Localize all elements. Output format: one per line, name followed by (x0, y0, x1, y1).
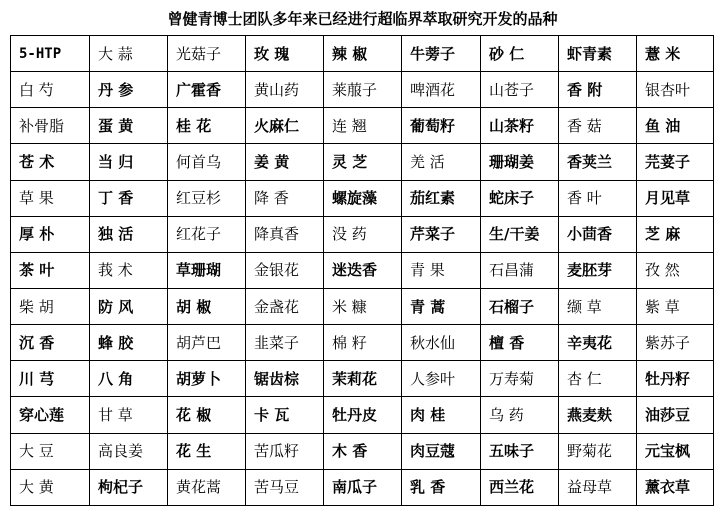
table-cell: 香荚兰 (559, 144, 637, 180)
table-cell: 芫荽子 (637, 144, 714, 180)
table-cell: 油莎豆 (637, 397, 714, 433)
table-cell: 乳 香 (402, 469, 481, 505)
table-cell: 灵 芝 (324, 144, 402, 180)
table-cell: 当 归 (90, 144, 168, 180)
table-cell: 黄花蒿 (168, 469, 246, 505)
table-cell: 桂 花 (168, 108, 246, 144)
table-cell: 锯齿棕 (246, 361, 324, 397)
table-cell: 山苍子 (481, 72, 559, 108)
table-cell: 胡芦巴 (168, 325, 246, 361)
table-cell: 姜 黄 (246, 144, 324, 180)
table-cell: 金银花 (246, 252, 324, 288)
table-cell: 光菇子 (168, 36, 246, 72)
table-cell: 枸杞子 (90, 469, 168, 505)
table-cell: 螺旋藻 (324, 180, 402, 216)
table-cell: 蛋 黄 (90, 108, 168, 144)
table-cell: 蜂 胶 (90, 325, 168, 361)
table-cell: 茉莉花 (324, 361, 402, 397)
table-cell: 生/干姜 (481, 216, 559, 252)
herb-table-body (11, 36, 714, 506)
table-cell: 厚 朴 (11, 216, 90, 252)
table-cell: 卡 瓦 (246, 397, 324, 433)
table-cell: 茶 叶 (11, 252, 90, 288)
table-cell: 火麻仁 (246, 108, 324, 144)
table-cell: 牛蒡子 (402, 36, 481, 72)
table-cell: 红花子 (168, 216, 246, 252)
table-cell: 玫 瑰 (246, 36, 324, 72)
table-cell: 石榴子 (481, 288, 559, 324)
table-cell: 山茶籽 (481, 108, 559, 144)
table-cell: 南瓜子 (324, 469, 402, 505)
table-cell: 丁 香 (90, 180, 168, 216)
table-cell: 花 椒 (168, 397, 246, 433)
table-cell: 香 叶 (559, 180, 637, 216)
table-row (11, 36, 714, 72)
table-cell: 红豆杉 (168, 180, 246, 216)
table-cell: 薰衣草 (637, 469, 714, 505)
table-cell: 草珊瑚 (168, 252, 246, 288)
table-cell: 羌 活 (402, 144, 481, 180)
table-cell: 珊瑚姜 (481, 144, 559, 180)
table-cell: 何首乌 (168, 144, 246, 180)
table-cell: 降真香 (246, 216, 324, 252)
table-cell: 胡萝卜 (168, 361, 246, 397)
table-row (11, 361, 714, 397)
table-cell: 银杏叶 (637, 72, 714, 108)
table-cell: 麦胚芽 (559, 252, 637, 288)
table-cell: 高良姜 (90, 433, 168, 469)
table-cell: 缬 草 (559, 288, 637, 324)
table-cell: 人参叶 (402, 361, 481, 397)
table-cell: 芹菜子 (402, 216, 481, 252)
table-cell: 元宝枫 (637, 433, 714, 469)
table-cell: 白 芍 (11, 72, 90, 108)
table-cell: 五味子 (481, 433, 559, 469)
table-cell: 肉豆蔻 (402, 433, 481, 469)
table-cell: 紫苏子 (637, 325, 714, 361)
table-cell: 孜 然 (637, 252, 714, 288)
table-cell: 青 果 (402, 252, 481, 288)
table-cell: 牡丹籽 (637, 361, 714, 397)
table-cell: 秋水仙 (402, 325, 481, 361)
table-cell: 川 芎 (11, 361, 90, 397)
table-row (11, 144, 714, 180)
table-cell: 辣 椒 (324, 36, 402, 72)
table-cell: 砂 仁 (481, 36, 559, 72)
herb-variety-table (10, 35, 714, 506)
table-cell: 益母草 (559, 469, 637, 505)
table-cell: 苍 术 (11, 144, 90, 180)
table-cell: 辛夷花 (559, 325, 637, 361)
table-cell: 胡 椒 (168, 288, 246, 324)
table-cell: 连 翘 (324, 108, 402, 144)
table-row (11, 288, 714, 324)
table-cell: 韭菜子 (246, 325, 324, 361)
table-cell: 花 生 (168, 433, 246, 469)
table-cell: 葡萄籽 (402, 108, 481, 144)
table-cell: 补骨脂 (11, 108, 90, 144)
table-row (11, 397, 714, 433)
table-row (11, 252, 714, 288)
table-cell: 八 角 (90, 361, 168, 397)
table-cell: 莱菔子 (324, 72, 402, 108)
table-cell: 降 香 (246, 180, 324, 216)
table-cell: 燕麦麸 (559, 397, 637, 433)
table-cell: 草 果 (11, 180, 90, 216)
table-cell: 芝 麻 (637, 216, 714, 252)
table-cell: 虾青素 (559, 36, 637, 72)
table-cell: 米 糠 (324, 288, 402, 324)
table-cell: 金盏花 (246, 288, 324, 324)
table-cell: 棉 籽 (324, 325, 402, 361)
table-cell: 防 风 (90, 288, 168, 324)
table-cell: 乌 药 (481, 397, 559, 433)
table-row (11, 108, 714, 144)
table-cell: 青 蒿 (402, 288, 481, 324)
table-cell: 檀 香 (481, 325, 559, 361)
table-row (11, 433, 714, 469)
table-row (11, 180, 714, 216)
table-cell: 鱼 油 (637, 108, 714, 144)
table-row (11, 469, 714, 505)
table-cell: 沉 香 (11, 325, 90, 361)
page-title: 曾健青博士团队多年来已经进行超临界萃取研究开发的品种 (167, 10, 558, 28)
table-row (11, 72, 714, 108)
table-cell: 大 黄 (11, 469, 90, 505)
table-cell: 野菊花 (559, 433, 637, 469)
table-cell: 牡丹皮 (324, 397, 402, 433)
table-row (11, 325, 714, 361)
table-cell: 丹 参 (90, 72, 168, 108)
table-cell: 大 蒜 (90, 36, 168, 72)
table-cell: 穿心莲 (11, 397, 90, 433)
table-cell: 没 药 (324, 216, 402, 252)
table-cell: 肉 桂 (402, 397, 481, 433)
table-cell: 甘 草 (90, 397, 168, 433)
table-cell: 啤酒花 (402, 72, 481, 108)
table-cell: 万寿菊 (481, 361, 559, 397)
table-cell: 独 活 (90, 216, 168, 252)
table-cell: 广霍香 (168, 72, 246, 108)
table-cell: 黄山药 (246, 72, 324, 108)
table-cell: 紫 草 (637, 288, 714, 324)
table-cell: 香 附 (559, 72, 637, 108)
table-cell: 蛇床子 (481, 180, 559, 216)
table-cell: 迷迭香 (324, 252, 402, 288)
table-cell: 木 香 (324, 433, 402, 469)
table-cell: 苦马豆 (246, 469, 324, 505)
table-cell: 西兰花 (481, 469, 559, 505)
table-cell: 5-HTP (11, 36, 90, 72)
table-cell: 月见草 (637, 180, 714, 216)
table-cell: 苦瓜籽 (246, 433, 324, 469)
table-cell: 薏 米 (637, 36, 714, 72)
table-cell: 莪 术 (90, 252, 168, 288)
table-row (11, 216, 714, 252)
table-cell: 杏 仁 (559, 361, 637, 397)
table-cell: 大 豆 (11, 433, 90, 469)
table-cell: 石昌蒲 (481, 252, 559, 288)
table-cell: 香 菇 (559, 108, 637, 144)
table-cell: 柴 胡 (11, 288, 90, 324)
table-cell: 茄红素 (402, 180, 481, 216)
table-cell: 小茴香 (559, 216, 637, 252)
